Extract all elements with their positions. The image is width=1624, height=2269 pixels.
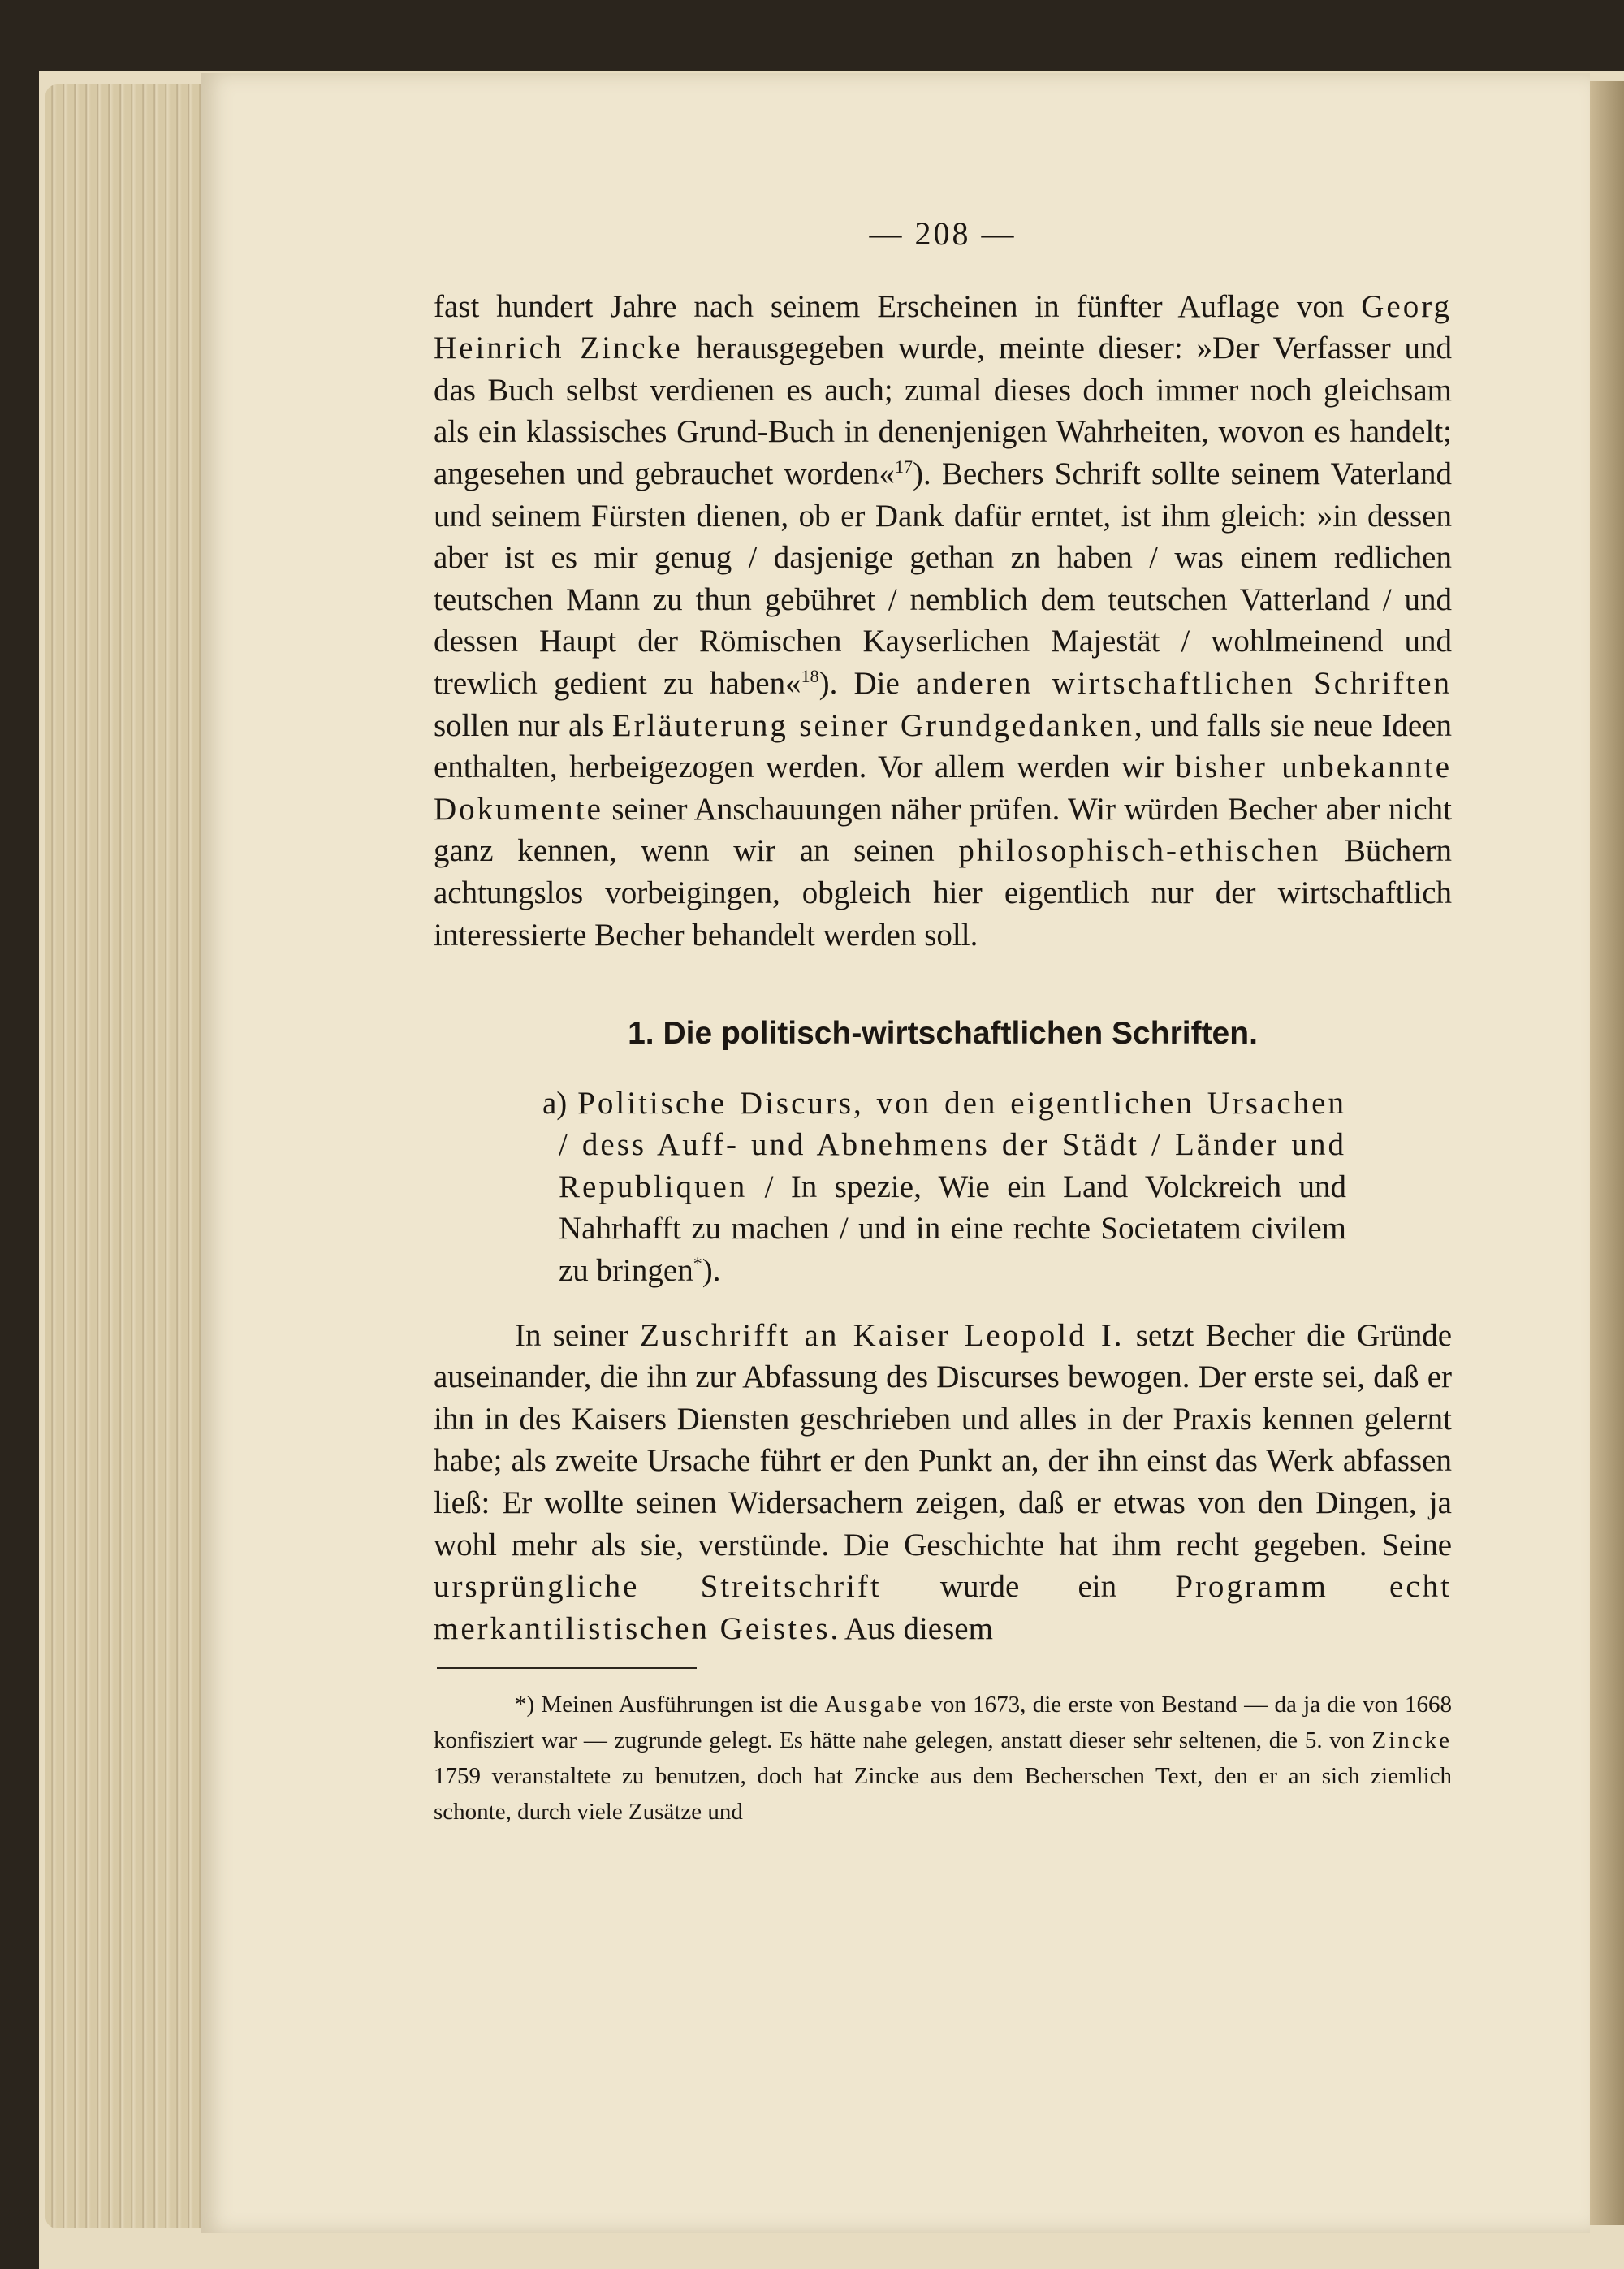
spaced-text: bisher unbekannte Dokumente bbox=[434, 750, 1453, 827]
footnote-ref-17: 17 bbox=[894, 456, 913, 477]
spaced-text: Zuschrifft an Kaiser Leopold I. bbox=[640, 1317, 1125, 1353]
body-paragraph-1: fast hundert Jahre nach seinem Erscheinen in fünfter Auflage von Georg Heinrich Zincke herausgegeben wurde, meinte dieser: »Der Verfasser und das Buch selbst verdienen es auch; zumal dieses doch immer noch gleichsam als ein klassisches Grund-Buch in denenjenigen Wahrheiten, wovon es handelt; angesehen und gebrauchet worden«$^{17}$). Bechers Schrift sollte seinem Vaterland und seinem Fürsten dienen, ob er Dank dafür erntet, ist ihm gleich: »in dessen aber ist es mir genug / dasjenige gethan zn haben / was einem redlichen teutschen Mann zu thun gebühret / nemblich dem teutschen Vatterland / und dessen Haupt der Römischen Kayserlichen Majestät / wohlmeinend und trewlich gedient zu haben«$^{18}$). Die anderen wirtschaftlichen Schriften sollen nur als Erläuterung seiner Grundgedanken, und falls sie neue Ideen enthalten, herbeigezogen werden. Vor allem werden wir bisher unbekannte Dokumente seiner Anschauungen näher prüfen. Wir würden Becher aber nicht ganz kennen, wenn wir an seinen philosophisch-ethischen Büchern achtungslos vorbeigingen, obgleich hier eigentlich nur der wirtschaftlich interessierte Becher behandelt werden soll. bbox=[434, 288, 1453, 953]
spaced-text: philosophisch-ethischen bbox=[958, 833, 1321, 869]
spaced-text: Zincke bbox=[1371, 1727, 1452, 1754]
page-stack-edges bbox=[45, 84, 208, 2228]
spaced-text: Programm echt merkantilistischen Geistes bbox=[434, 1569, 1452, 1646]
section-heading: 1. Die politisch-wirtschaftlichen Schriften. bbox=[628, 1016, 1258, 1052]
page-number: — 208 — bbox=[869, 215, 1017, 252]
spaced-title: Politische Discurs, von den eigentlichen Ursachen / dess Auff- und Abnehmens der Städt / Länder und Republiquen bbox=[559, 1085, 1346, 1204]
subsection-title: a) Politische Discurs, von den eigentlichen Ursachen / dess Auff- und Abnehmens der Städt / Länder und Republiquen / In spezie, Wie ein Land Volckreich und Nahrhafft zu machen / und in eine rechte Societatem civilem zu bringen*). bbox=[542, 1085, 1346, 1289]
spaced-text: Ausgabe bbox=[824, 1692, 924, 1718]
spaced-text: anderen wirtschaftlichen Schriften bbox=[916, 665, 1453, 701]
spaced-text: Erläuterung seiner Grundgedanken bbox=[611, 707, 1134, 743]
footnote: *) Meinen Ausführungen ist die Ausgabe von 1673, die erste von Bestand — da ja die von 1668 konfisziert war — zugrunde gelegt. Es hätte nahe gelegen, anstatt dieser sehr seltenen, die 5. von Zincke 1759 veranstaltete zu benutzen, doch hat Zincke aus dem Becherschen Text, den er an sich ziemlich schonte, durch viele Zusätze und bbox=[434, 1692, 1452, 1826]
footnote-ref-18: 18 bbox=[801, 665, 819, 686]
footnote-ref-star: * bbox=[693, 1253, 702, 1274]
body-paragraph-2: In seiner Zuschrifft an Kaiser Leopold I. setzt Becher die Gründe auseinander, die ihn zur Abfassung des Discurses bewogen. Der erste sei, daß er ihn in des Kaisers Diensten geschrieben und alles in der Praxis kennen gelernt habe; als zweite Ursache führt er den Punkt an, der ihn einst das Werk abfassen ließ: Er wollte seinen Widersachern zeigen, daß er etwas von den Dingen, ja wohl mehr als sie, verstünde. Die Geschichte hat ihm recht gegeben. Seine ursprüngliche Streitschrift wurde ein Programm echt merkantilistischen Geistes. Aus diesem bbox=[434, 1317, 1452, 1646]
footnote-divider bbox=[437, 1667, 697, 1669]
spaced-text: ursprüngliche Streitschrift bbox=[434, 1569, 882, 1605]
page-text bbox=[434, 213, 1452, 1830]
spaced-name: Georg Heinrich Zincke bbox=[434, 288, 1452, 366]
right-page-edge bbox=[1590, 81, 1624, 2225]
